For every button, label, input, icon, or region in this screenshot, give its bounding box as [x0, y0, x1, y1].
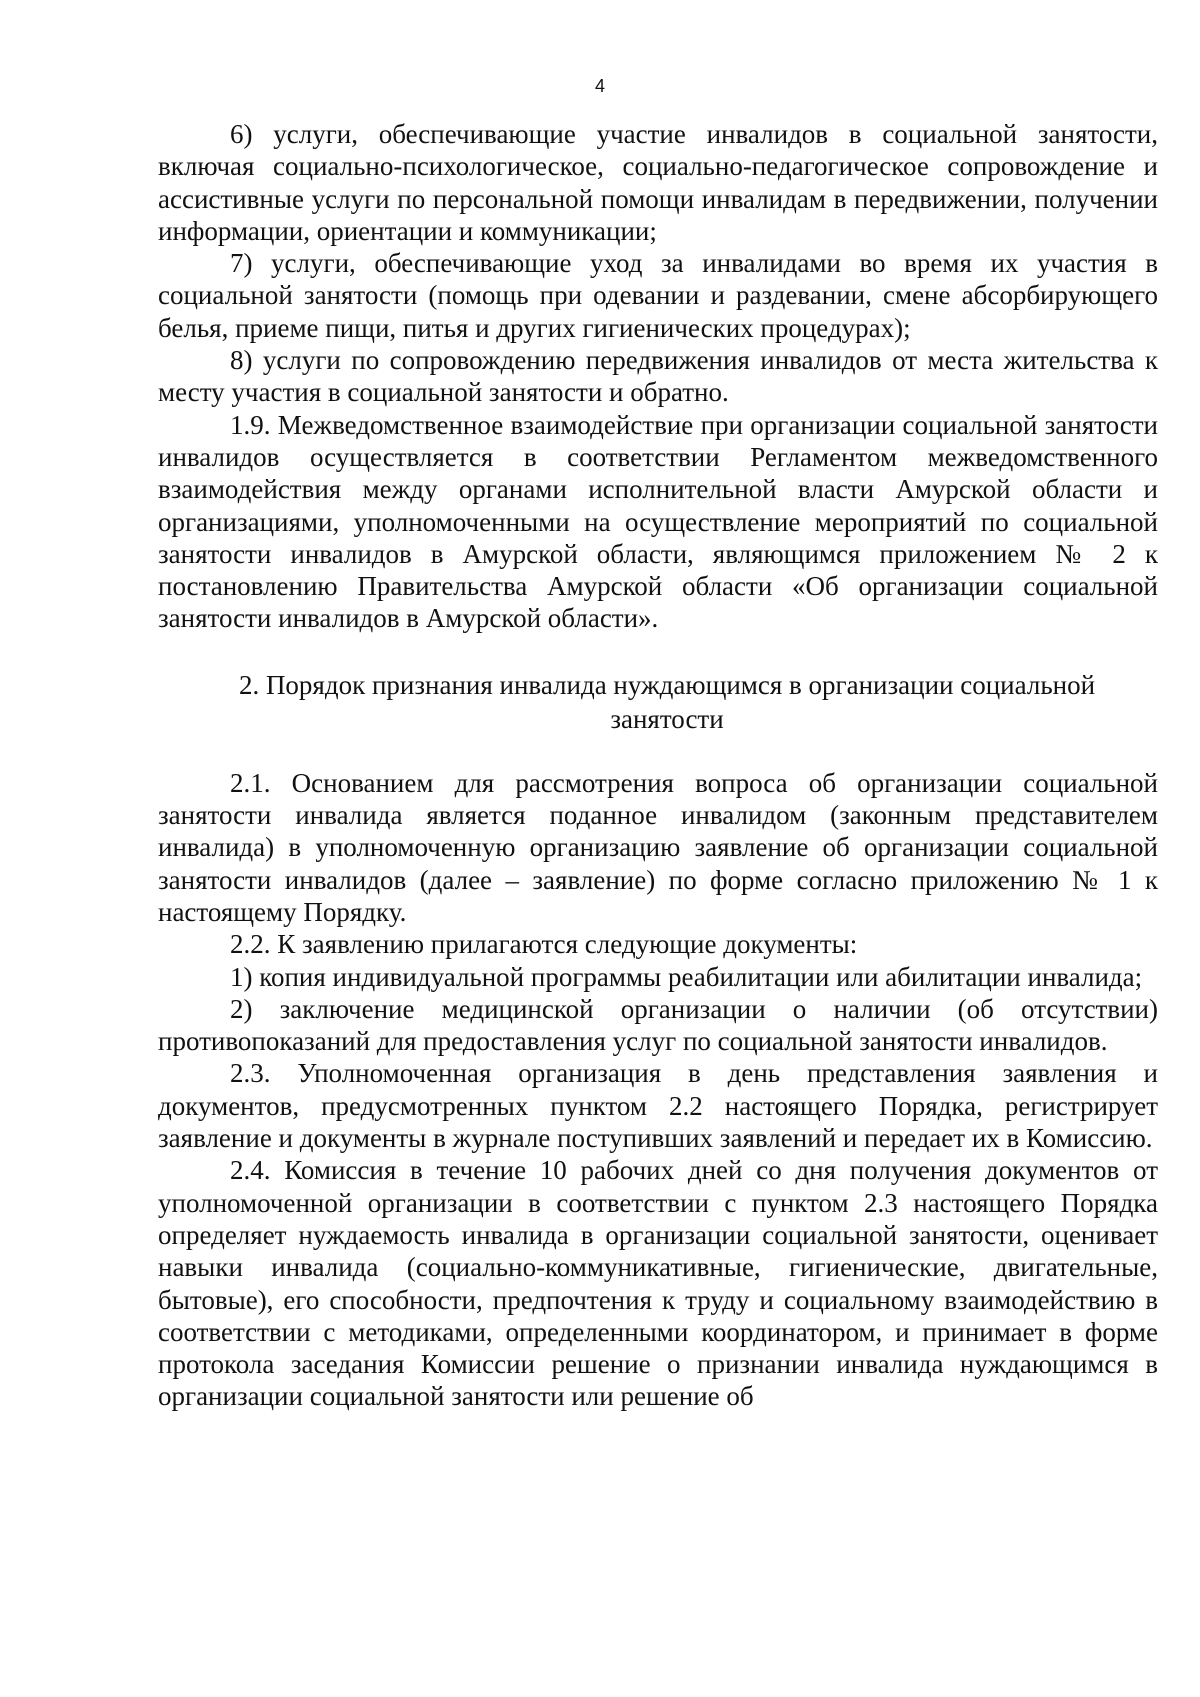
paragraph-2-4: 2.4. Комиссия в течение 10 рабочих дней со дня получения документов от уполномоченной организации в соответствии с пунктом 2.3 настоящего Порядка определяет нуждаемость инвалида в организации социальной занятости, оценивает навыки инвалида (социально-коммуникативные, гигиенические, двигательные, бытовые), его способности, предпочтения к труду и социальному взаимодействию в соответствии с методиками, определенными координатором, и принимает в форме протокола заседания Комиссии решение о признании инвалида нуждающимся в организации социальной занятости или решение об — [158, 1155, 1158, 1412]
paragraph-2-2-item-1: 1) копия индивидуальной программы реабилитации или абилитации инвалида; — [230, 961, 1143, 992]
section-heading: 2. Порядок признания инвалида нуждающимся в организации социальной занятости — [238, 669, 1096, 734]
paragraph-2-2-item-2: 2) заключение медицинской организации о наличии (об отсутствии) противопоказаний для предоставления услуг по социальной занятости инвалидов. — [158, 993, 1158, 1057]
paragraph-1-9: 1.9. Межведомственное взаимодействие при организации социальной занятости инвалидов осуществляется в соответствии Регламентом межведомственного взаимодействия между органами исполнительной власти Амурской области и организациями, уполномоченными на осуществление мероприятий по социальной занятости инвалидов в Амурской области, являющимся приложением № 2 к постановлению Правительства Амурской области «Об организации социальной занятости инвалидов в Амурской области». — [158, 409, 1158, 634]
document-body — [158, 118, 1158, 1413]
paragraph-item-8: 8) услуги по сопровождению передвижения инвалидов от места жительства к месту участия в социальной занятости и обратно. — [158, 345, 1158, 408]
paragraph-2-1: 2.1. Основанием для рассмотрения вопроса об организации социальной занятости инвалида является поданное инвалидом (законным представителем инвалида) в уполномоченную организацию заявление об организации социальной занятости инвалидов (далее – заявление) по форме согласно приложению № 1 к настоящему Порядку. — [158, 767, 1158, 927]
paragraph-item-7: 7) услуги, обеспечивающие уход за инвалидами во время их участия в социальной занятости (помощь при одевании и раздевании, смене абсорбирующего белья, приеме пищи, питья и других гигиенических процедурах); — [158, 248, 1158, 343]
paragraph-2-3: 2.3. Уполномоченная организация в день представления заявления и документов, предусмотренных пунктом 2.2 настоящего Порядка, регистрирует заявление и документы в журнале поступивших заявлений и передает их в Комиссию. — [158, 1058, 1158, 1154]
paragraph-item-6: 6) услуги, обеспечивающие участие инвалидов в социальной занятости, включая социально-психологическое, социально-педагогическое сопровождение и ассистивные услуги по персональной помощи инвалидам в передвижении, получении информации, ориентации и коммуникации; — [158, 119, 1158, 246]
paragraph-2-2: 2.2. К заявлению прилагаются следующие документы: — [230, 929, 858, 960]
page-number: 4 — [594, 76, 605, 96]
